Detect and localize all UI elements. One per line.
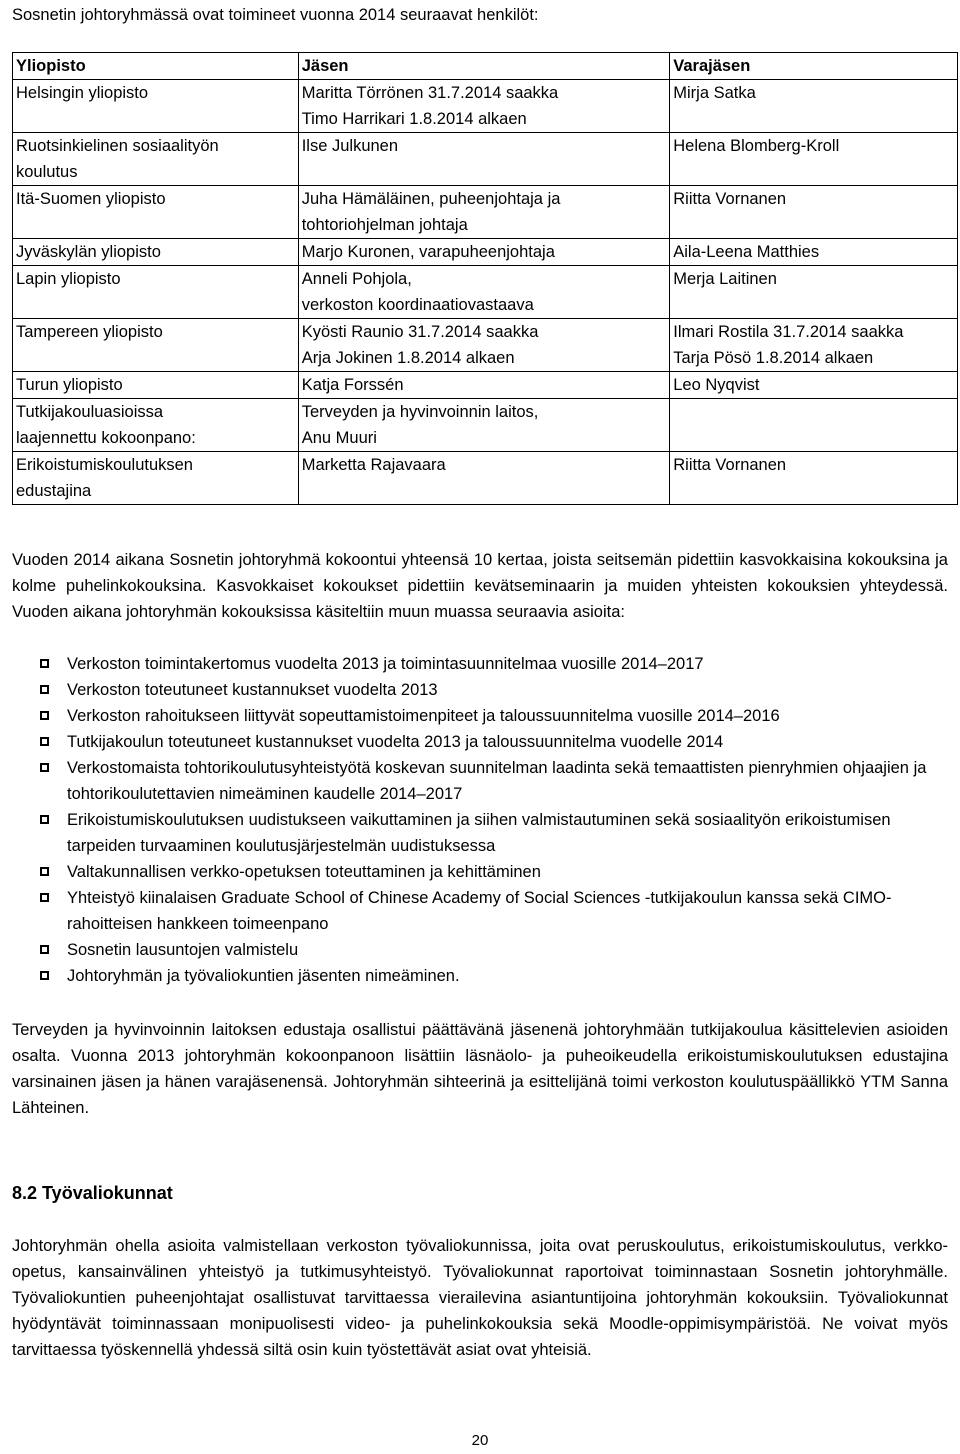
cell-member [298, 399, 670, 452]
cell-university [13, 239, 299, 266]
list-item-text: Verkoston toteutuneet kustannukset vuodelta 2013 [67, 681, 438, 699]
cell-text: Helena Blomberg-Kroll [673, 137, 840, 155]
table-row [13, 80, 958, 133]
cell-deputy [670, 399, 958, 452]
cell-deputy [670, 239, 958, 266]
cell-member [298, 80, 670, 133]
cell-text: Marjo Kuronen, varapuheenjohtaja [301, 243, 555, 261]
intro-text: Sosnetin johtoryhmässä ovat toimineet vuonna 2014 seuraavat henkilöt: [12, 6, 539, 24]
cell-university [13, 186, 299, 239]
cell-deputy [670, 186, 958, 239]
square-bullet-icon [40, 971, 49, 980]
cell-text: tohtoriohjelman johtaja [301, 216, 468, 234]
list-item-text: Verkoston toimintakertomus vuodelta 2013 ja toimintasuunnitelmaa vuosille 2014–2017 [67, 655, 704, 673]
cell-text: Terveyden ja hyvinvoinnin laitos, [301, 403, 539, 421]
cell-text: Katja Forssén [301, 376, 404, 394]
table-row [13, 319, 958, 372]
cell-text: Maritta Törrönen 31.7.2014 saakka [301, 84, 559, 102]
cell-text: Ruotsinkielinen sosiaalityön [16, 137, 219, 155]
cell-text: laajennettu kokoonpano: [16, 429, 196, 447]
cell-text: Leo Nyqvist [673, 376, 760, 394]
table-row [13, 399, 958, 452]
cell-university [13, 133, 299, 186]
cell-text: Jyväskylän yliopisto [16, 243, 161, 261]
cell-text: Tarja Pösö 1.8.2014 alkaen [673, 349, 874, 367]
square-bullet-icon [40, 867, 49, 876]
paragraph-thl: Terveyden ja hyvinvoinnin laitoksen edustaja osallistui päättävänä jäsenenä johtoryhmään tutkijakoulua käsittelevien asioiden osalta. Vuonna 2013 johtoryhmän kokoonpanoon lisättiin läsnäolo- ja puheoikeudella erikoistumiskoulutuksen edustajina varsinainen jäsen ja hänen varajäsenensä. Johtoryhmän sihteerinä ja esittelijänä toimi verkoston koulutuspäällikkö YTM Sanna Lähteinen. [12, 1021, 948, 1117]
cell-text: Anu Muuri [301, 429, 377, 447]
cell-text: Merja Laitinen [673, 270, 777, 288]
list-item [12, 963, 948, 989]
square-bullet-icon [40, 685, 49, 694]
square-bullet-icon [40, 763, 49, 772]
list-item [12, 703, 948, 729]
cell-text: edustajina [16, 482, 92, 500]
table-row [13, 133, 958, 186]
agenda-list [12, 651, 948, 989]
cell-member [298, 319, 670, 372]
header-member: Jäsen [298, 53, 670, 80]
list-item [12, 885, 948, 937]
table-row [13, 266, 958, 319]
cell-member [298, 186, 670, 239]
table-row [13, 239, 958, 266]
list-item-text: Yhteistyö kiinalaisen Graduate School of Chinese Academy of Social Sciences -tutkijakoulun kanssa sekä CIMO-rahoitteisen hankkeen toimeenpano [67, 889, 892, 933]
cell-member [298, 133, 670, 186]
paragraph-working-groups: Johtoryhmän ohella asioita valmistellaan verkoston työvaliokunnissa, joita ovat peruskoulutus, erikoistumiskoulutus, verkko-opetus, kansainvälinen yhteistyö ja tutkimusyhteistyö. Työvaliokunnat raportoivat toiminnastaan Sosnetin johtoryhmälle. Työvaliokuntien puheenjohtajat osallistuvat tarvittaessa vierailevina asiantuntijoina johtoryhmän kokouksiin. Työvaliokunnat hyödyntävät toiminnassaan monipuolisesti video- ja puhelinkokouksia sekä Moodle-oppimisympäristöä. Ne voivat myös tarvittaessa työskennellä yhdessä siltä osin kuin työstettävät asiat ovat yhteisiä. [12, 1237, 948, 1359]
list-item [12, 651, 948, 677]
square-bullet-icon [40, 711, 49, 720]
cell-member [298, 372, 670, 399]
square-bullet-icon [40, 659, 49, 668]
paragraph-meetings: Vuoden 2014 aikana Sosnetin johtoryhmä kokoontui yhteensä 10 kertaa, joista seitsemän pidettiin kasvokkaisina kokouksina ja kolme puhelinkokouksina. Kasvokkaiset kokoukset pidettiin kevätseminaarin ja muiden yhteisten kokouksien yhteydessä. Vuoden aikana johtoryhmän kokouksissa käsiteltiin muun muassa seuraavia asioita: [12, 551, 948, 621]
cell-text: Marketta Rajavaara [301, 456, 446, 474]
square-bullet-icon [40, 945, 49, 954]
cell-university [13, 452, 299, 505]
cell-deputy [670, 266, 958, 319]
cell-text: Lapin yliopisto [16, 270, 121, 288]
table-body [13, 80, 958, 505]
cell-text: Mirja Satka [673, 84, 756, 102]
cell-deputy [670, 319, 958, 372]
cell-text: Arja Jokinen 1.8.2014 alkaen [301, 349, 515, 367]
header-deputy: Varajäsen [670, 53, 958, 80]
cell-text: Aila-Leena Matthies [673, 243, 820, 261]
cell-member [298, 266, 670, 319]
list-item-text: Verkoston rahoitukseen liittyvät sopeuttamistoimenpiteet ja taloussuunnitelma vuosille 2014–2016 [67, 707, 780, 725]
cell-text: Ilmari Rostila 31.7.2014 saakka [673, 323, 904, 341]
page-number: 20 [471, 1432, 489, 1449]
table-header-row [13, 53, 958, 80]
cell-member [298, 239, 670, 266]
cell-text: Tutkijakouluasioissa [16, 403, 164, 421]
cell-text: Helsingin yliopisto [16, 84, 149, 102]
cell-deputy [670, 452, 958, 505]
cell-text: Anneli Pohjola, [301, 270, 412, 288]
cell-text: Kyösti Raunio 31.7.2014 saakka [301, 323, 539, 341]
square-bullet-icon [40, 737, 49, 746]
list-item-text: Tutkijakoulun toteutuneet kustannukset vuodelta 2013 ja taloussuunnitelma vuodelle 2014 [67, 733, 724, 751]
table-row [13, 452, 958, 505]
cell-university [13, 266, 299, 319]
cell-text: verkoston koordinaatiovastaava [301, 296, 534, 314]
list-item [12, 729, 948, 755]
cell-text: Turun yliopisto [16, 376, 123, 394]
section-heading: 8.2 Työvaliokunnat [12, 1183, 173, 1203]
list-item [12, 677, 948, 703]
list-item-text: Johtoryhmän ja työvaliokuntien jäsenten nimeäminen. [67, 967, 460, 985]
cell-university [13, 372, 299, 399]
cell-deputy [670, 80, 958, 133]
cell-deputy [670, 133, 958, 186]
list-item-text: Valtakunnallisen verkko-opetuksen toteuttaminen ja kehittäminen [67, 863, 541, 881]
square-bullet-icon [40, 893, 49, 902]
cell-deputy [670, 372, 958, 399]
table-row [13, 186, 958, 239]
list-item-text: Erikoistumiskoulutuksen uudistukseen vaikuttaminen ja siihen valmistautuminen sekä sosiaalityön erikoistumisen tarpeiden turvaaminen koulutusjärjestelmän uudistuksessa [67, 811, 891, 855]
cell-university [13, 319, 299, 372]
cell-text: Juha Hämäläinen, puheenjohtaja ja [301, 190, 561, 208]
cell-university [13, 399, 299, 452]
header-university: Yliopisto [13, 53, 299, 80]
cell-text: Itä-Suomen yliopisto [16, 190, 166, 208]
cell-text: Erikoistumiskoulutuksen [16, 456, 193, 474]
list-item [12, 859, 948, 885]
list-item-text: Sosnetin lausuntojen valmistelu [67, 941, 299, 959]
table-row [13, 372, 958, 399]
cell-text: Timo Harrikari 1.8.2014 alkaen [301, 110, 527, 128]
cell-text: Tampereen yliopisto [16, 323, 163, 341]
cell-university [13, 80, 299, 133]
cell-text: Riitta Vornanen [673, 190, 787, 208]
members-table [12, 52, 958, 505]
square-bullet-icon [40, 815, 49, 824]
list-item-text: Verkostomaista tohtorikoulutusyhteistyötä koskevan suunnitelman laadinta sekä temaattisten pienryhmien ohjaajien ja tohtorikoulutettavien nimeäminen kaudelle 2014–2017 [67, 759, 927, 803]
cell-text: koulutus [16, 163, 78, 181]
cell-member [298, 452, 670, 505]
list-item [12, 807, 948, 859]
list-item [12, 937, 948, 963]
cell-text: Riitta Vornanen [673, 456, 787, 474]
cell-text: Ilse Julkunen [301, 137, 399, 155]
list-item [12, 755, 948, 807]
